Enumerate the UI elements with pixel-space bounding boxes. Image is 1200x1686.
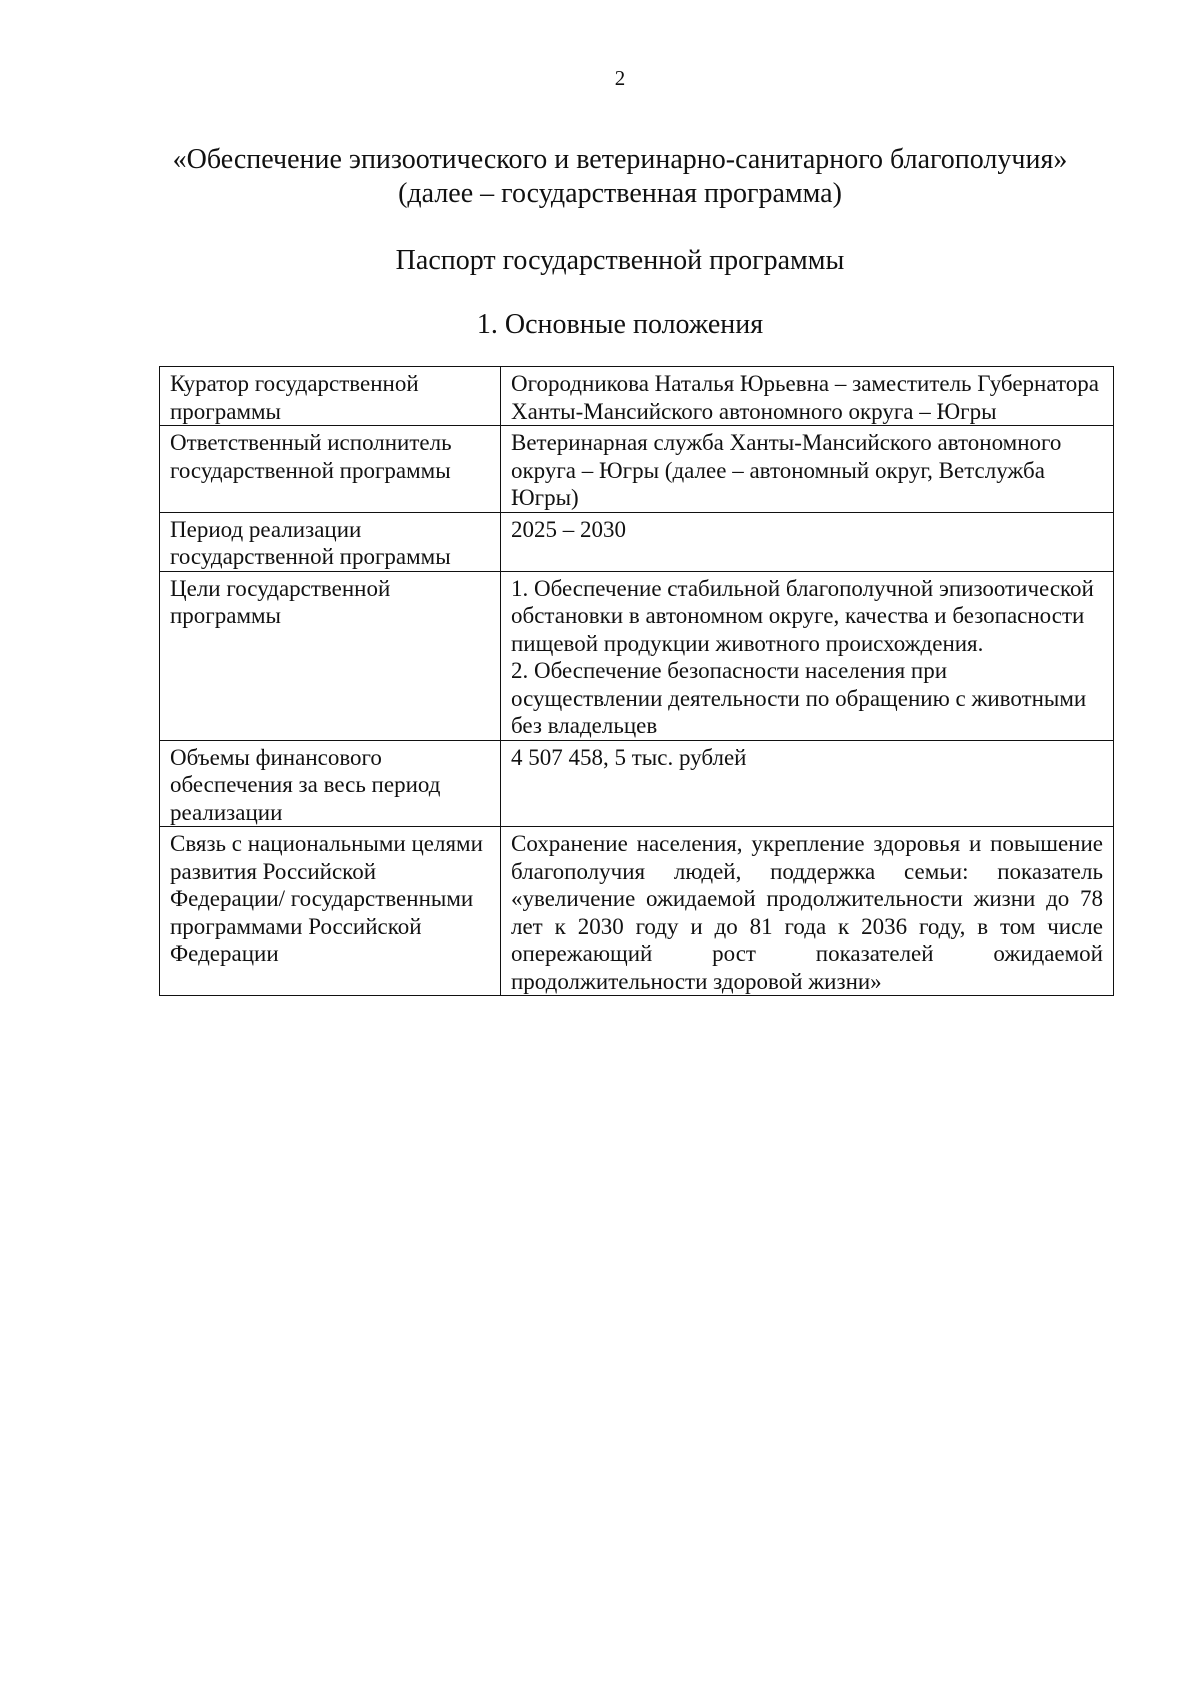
passport-title: Паспорт государственной программы (395, 245, 845, 276)
table-row-curator (160, 367, 1114, 426)
row-value-national-goals: Сохранение населения, укрепление здоровья и повышение благополучия людей, поддержка семьи: показатель «увеличение ожидаемой продолжительности жизни до 78 лет к 2030 году и до 81 года к 2036 году, в том числе опережающий рост показателей ожидаемой продолжительности здоровой жизни» (501, 827, 1114, 996)
row-value-period: 2025 – 2030 (501, 512, 1114, 571)
table-row-goals (160, 571, 1114, 740)
passport-table (159, 366, 1114, 996)
table-row-national-goals (160, 827, 1114, 996)
table-row-funding (160, 740, 1114, 827)
program-title-line-2: (далее – государственная программа) (398, 178, 842, 209)
row-label-curator: Куратор государственной программы (160, 367, 501, 426)
program-title-line-1: «Обеспечение эпизоотического и ветеринарно-санитарного благополучия» (172, 144, 1068, 175)
section-title: 1. Основные положения (476, 309, 764, 340)
page-number: 2 (614, 66, 626, 90)
row-label-national-goals: Связь с национальными целями развития Российской Федерации/ государственными программами Российской Федерации (160, 827, 501, 996)
table-row-executor (160, 426, 1114, 513)
row-value-funding: 4 507 458, 5 тыс. рублей (501, 740, 1114, 827)
row-label-funding: Объемы финансового обеспечения за весь период реализации (160, 740, 501, 827)
row-value-curator: Огородникова Наталья Юрьевна – заместитель Губернатора Ханты-Мансийского автономного округа – Югры (501, 367, 1114, 426)
row-value-executor: Ветеринарная служба Ханты-Мансийского автономного округа – Югры (далее – автономный округ, Ветслужба Югры) (501, 426, 1114, 513)
row-label-executor: Ответственный исполнитель государственной программы (160, 426, 501, 513)
row-label-goals: Цели государственной программы (160, 571, 501, 740)
row-value-goals: 1. Обеспечение стабильной благополучной эпизоотической обстановки в автономном округе, качества и безопасности пищевой продукции животного происхождения. 2. Обеспечение безопасности населения при осуществлении деятельности по обращению с животными без владельцев (501, 571, 1114, 740)
program-title (0, 143, 1200, 211)
table-row-period (160, 512, 1114, 571)
row-label-period: Период реализации государственной программы (160, 512, 501, 571)
